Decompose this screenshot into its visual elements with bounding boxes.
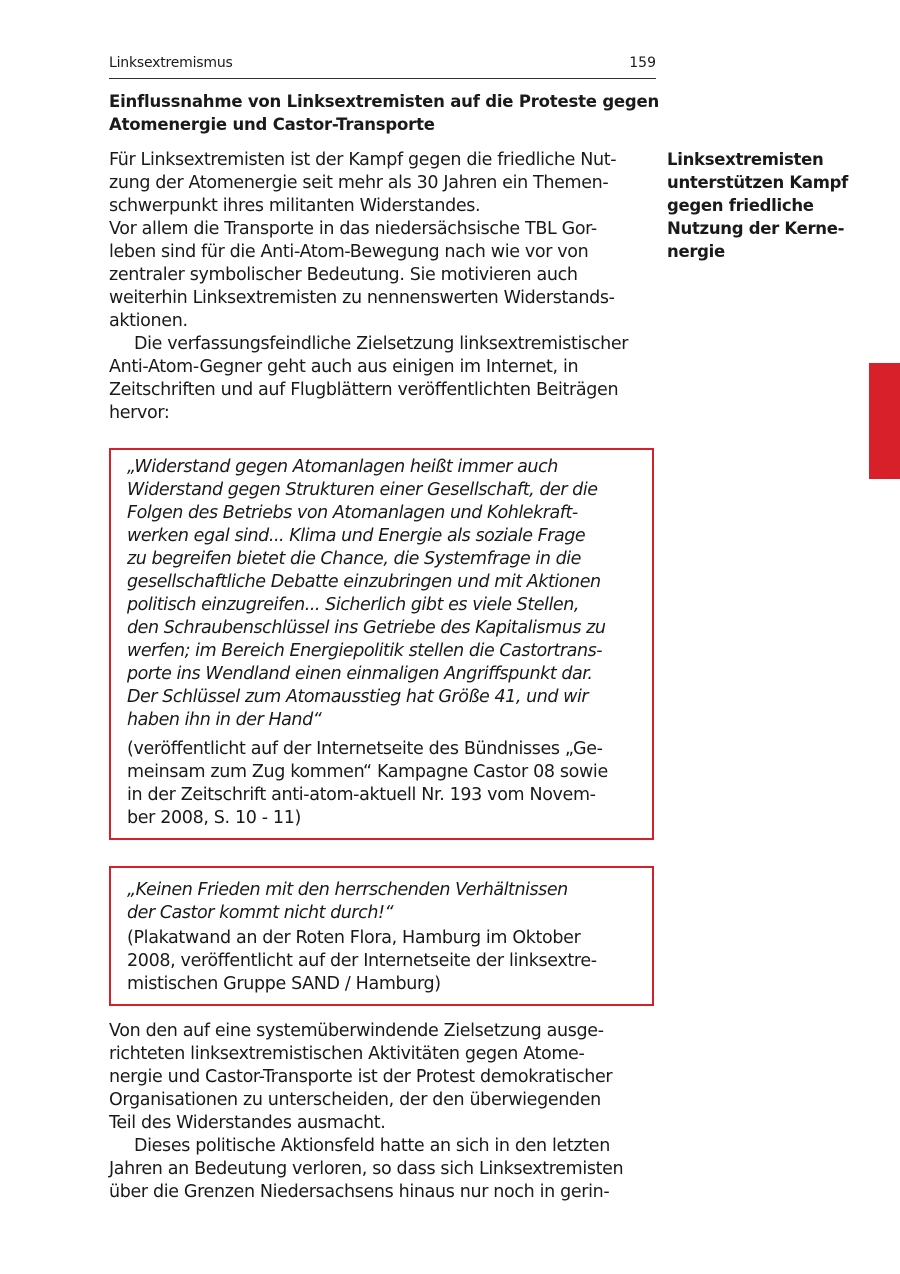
marginal-note-line: nergie [667, 242, 725, 261]
marginal-note-line: Linksextremisten [667, 150, 824, 169]
quote-line: werfen; im Bereich Energiepolitik stellen die Castortrans- [127, 641, 603, 661]
body-text-line: Teil des Widerstandes ausmacht. [109, 1113, 386, 1133]
quote-source-line: (veröffentlicht auf der Internetseite des Bündnisses „Ge- [127, 739, 603, 759]
body-text-line: Die verfassungsfeindliche Zielsetzung linksextremistischer [134, 334, 629, 354]
marginal-note-line: unterstützen Kampf [667, 173, 849, 192]
quote-line: Der Schlüssel zum Atomausstieg hat Größe 41, und wir [127, 687, 589, 707]
quote-source-line: mistischen Gruppe SAND / Hamburg) [127, 974, 441, 994]
body-text-line: Dieses politische Aktionsfeld hatte an sich in den letzten [134, 1136, 610, 1156]
quote-line: werken egal sind... Klima und Energie als soziale Frage [127, 526, 586, 546]
body-text-line: Für Linksextremisten ist der Kampf gegen die friedliche Nut- [109, 150, 617, 170]
chapter-tab-marker [869, 363, 900, 479]
marginal-note-line: gegen friedliche [667, 196, 814, 215]
body-text-line: schwerpunkt ihres militanten Widerstandes. [109, 196, 481, 216]
body-text-line: richteten linksextremistischen Aktivitäten gegen Atome- [109, 1044, 585, 1064]
section-heading [109, 91, 669, 136]
quote-source-line: (Plakatwand an der Roten Flora, Hamburg im Oktober [127, 928, 581, 948]
quote-line: politisch einzugreifen... Sicherlich gibt es viele Stellen, [127, 595, 579, 615]
quote-line: der Castor kommt nicht durch!“ [127, 903, 394, 923]
quote-source-line: 2008, veröffentlicht auf der Internetseite der linksextre- [127, 951, 597, 971]
quote-source-line: in der Zeitschrift anti-atom-aktuell Nr. 193 vom Novem- [127, 785, 596, 805]
section-heading-line: Einflussnahme von Linksextremisten auf die Proteste gegen [109, 92, 660, 111]
page-number: 159 [629, 55, 656, 71]
body-text-line: hervor: [109, 403, 170, 423]
body-text-line: Organisationen zu unterscheiden, der den überwiegenden [109, 1090, 601, 1110]
body-text-line: Anti-Atom-Gegner geht auch aus einigen im Internet, in [109, 357, 579, 377]
quote-line: „Keinen Frieden mit den herrschenden Verhältnissen [127, 880, 568, 900]
section-heading-line: Atomenergie und Castor-Transporte [109, 114, 435, 134]
body-text-line: zung der Atomenergie seit mehr als 30 Jahren ein Themen- [109, 173, 609, 193]
body-text-line: weiterhin Linksextremisten zu nennenswerten Widerstands- [109, 288, 615, 308]
body-text-line: leben sind für die Anti-Atom-Bewegung nach wie vor von [109, 242, 589, 262]
quote-line: Folgen des Betriebs von Atomanlagen und Kohlekraft- [127, 503, 578, 523]
body-text-line: Von den auf eine systemüberwindende Zielsetzung ausge- [109, 1021, 604, 1041]
marginal-note-line: Nutzung der Kerne- [667, 219, 845, 238]
body-text-line: aktionen. [109, 311, 188, 331]
body-text-line: nergie und Castor-Transporte ist der Protest demokratischer [109, 1067, 613, 1087]
quote-line: zu begreifen bietet die Chance, die Systemfrage in die [127, 549, 581, 569]
body-text-line: zentraler symbolischer Bedeutung. Sie motivieren auch [109, 265, 578, 285]
quote-source-line: meinsam zum Zug kommen“ Kampagne Castor 08 sowie [127, 762, 608, 782]
quote-line: „Widerstand gegen Atomanlagen heißt immer auch [127, 457, 558, 477]
quote-source-line: ber 2008, S. 10 - 11) [127, 808, 301, 828]
quote-line: haben ihn in der Hand“ [127, 710, 322, 730]
quote-line: porte ins Wendland einen einmaligen Angriffspunkt dar. [127, 664, 593, 684]
quote-line: gesellschaftliche Debatte einzubringen und mit Aktionen [127, 572, 601, 592]
quote-line: den Schraubenschlüssel ins Getriebe des Kapitalismus zu [127, 618, 606, 638]
quote-line: Widerstand gegen Strukturen einer Gesellschaft, der die [127, 480, 598, 500]
body-text-line: Vor allem die Transporte in das niedersächsische TBL Gor- [109, 219, 597, 239]
running-header [109, 54, 656, 79]
section-title: Linksextremismus [109, 55, 233, 71]
body-text-line: Zeitschriften und auf Flugblättern veröffentlichten Beiträgen [109, 380, 619, 400]
body-text-line: Jahren an Bedeutung verloren, so dass sich Linksextremisten [109, 1159, 624, 1179]
body-text-line: über die Grenzen Niedersachsens hinaus nur noch in gerin- [109, 1182, 610, 1202]
